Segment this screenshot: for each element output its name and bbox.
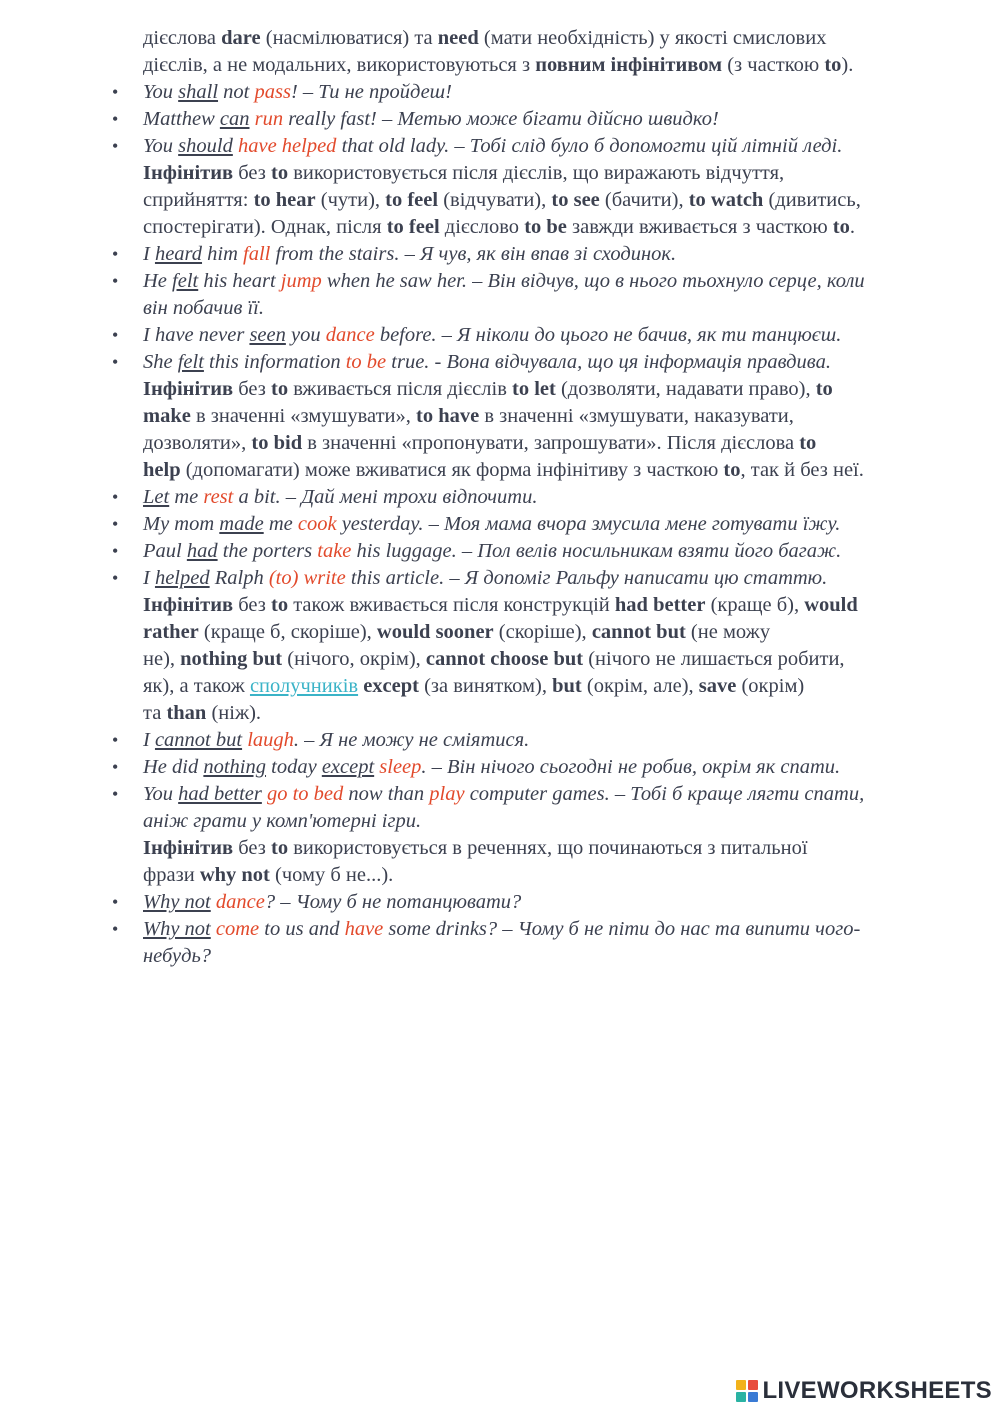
infinitive-highlight: go to bed	[266, 783, 344, 805]
text-run: та	[143, 702, 167, 724]
underlined-verb: should	[178, 135, 233, 157]
example-line	[143, 565, 983, 592]
bold-term: Інфінітив	[143, 162, 234, 184]
paragraph-line	[143, 214, 983, 241]
underlined-verb: had better	[178, 783, 262, 805]
example-continuation	[143, 295, 983, 322]
text-run: (допомагати) може вживатися як форма інфінітиву з часткою	[180, 459, 724, 481]
bullet-icon: •	[112, 136, 119, 156]
bold-term: to have	[416, 405, 480, 427]
text-run: (скоріше),	[493, 621, 592, 643]
bold-term: to	[271, 378, 289, 400]
underlined-verb: shall	[178, 81, 219, 103]
logo-block	[736, 1392, 746, 1402]
infinitive-highlight: take	[317, 540, 352, 562]
underlined-verb: Why not	[143, 918, 211, 940]
example-line	[143, 241, 983, 268]
logo-blocks-icon	[736, 1380, 758, 1402]
conjunctions-link[interactable]: сполучників	[249, 675, 359, 697]
text-run: the porters	[217, 540, 318, 562]
text-run: дієслів, а не модальних, використовуються з	[143, 54, 536, 76]
underlined-verb: had	[186, 540, 218, 562]
bullet-icon: •	[112, 109, 119, 129]
paragraph-line	[143, 619, 983, 646]
text-run: фрази	[143, 864, 200, 886]
bullet-icon: •	[112, 541, 119, 561]
example-line	[143, 79, 983, 106]
infinitive-highlight: sleep	[379, 756, 422, 778]
text-run: My mom	[143, 513, 220, 535]
text-run: .	[849, 216, 855, 238]
bold-term: to watch	[688, 189, 764, 211]
paragraph-line	[143, 862, 983, 889]
text-run: (краще б),	[705, 594, 805, 616]
infinitive-highlight: play	[429, 783, 465, 805]
text-run: He	[143, 270, 173, 292]
text-run: I	[143, 243, 155, 265]
bold-term: to bid	[251, 432, 303, 454]
infinitive-highlight: jump	[280, 270, 322, 292]
paragraph-line	[143, 835, 983, 862]
text-run: дієслово	[439, 216, 525, 238]
paragraph-line	[143, 673, 983, 700]
text-run: дієслова	[143, 27, 222, 49]
text-run: (з часткою	[722, 54, 825, 76]
bold-term: to	[815, 378, 833, 400]
example-line	[143, 322, 983, 349]
example-line	[143, 538, 983, 565]
infinitive-highlight: fall	[243, 243, 271, 265]
bold-term: to	[832, 216, 850, 238]
text-run: you	[285, 324, 326, 346]
bold-term: save	[698, 675, 737, 697]
text-run: (за винятком),	[418, 675, 553, 697]
text-run: to us and	[259, 918, 345, 940]
text-run: в значенні «пропонувати, запрошувати». Після дієслова	[302, 432, 800, 454]
logo-block	[736, 1380, 746, 1390]
bullet-icon: •	[112, 514, 119, 534]
infinitive-highlight: (to)	[268, 567, 299, 589]
bold-term: need	[437, 27, 479, 49]
paragraph-line	[143, 430, 983, 457]
bold-term: but	[552, 675, 582, 697]
bold-term: to let	[512, 378, 556, 400]
bold-term: had better	[614, 594, 706, 616]
logo-block	[748, 1380, 758, 1390]
text-run: без	[233, 594, 271, 616]
underlined-verb: Why not	[143, 891, 211, 913]
text-run: not	[218, 81, 255, 103]
text-run: You	[143, 135, 179, 157]
underlined-verb: Let	[143, 486, 170, 508]
example-line	[143, 889, 983, 916]
text-run: (не можу	[685, 621, 771, 643]
bold-term: to	[723, 459, 741, 481]
text-run: спостерігати). Однак, після	[143, 216, 387, 238]
text-run: (насмілюватися) та	[260, 27, 438, 49]
text-run: yesterday. – Моя мама вчора змусила мене готувати їжу.	[336, 513, 841, 535]
bold-term: than	[166, 702, 207, 724]
bullet-icon: •	[112, 487, 119, 507]
text-run: використовується після дієслів, що виражають відчуття,	[288, 162, 785, 184]
liveworksheets-logo[interactable]	[736, 1379, 992, 1403]
bold-term: why not	[199, 864, 270, 886]
underlined-verb: heard	[154, 243, 203, 265]
paragraph-line	[143, 700, 983, 727]
paragraph-line	[143, 25, 983, 52]
bold-term: to	[271, 162, 289, 184]
text-run: небудь?	[143, 945, 212, 967]
paragraph-line	[143, 187, 983, 214]
text-run: (нічого не лишається робити,	[583, 648, 845, 670]
infinitive-highlight: come	[215, 918, 260, 940]
paragraph-line	[143, 403, 983, 430]
text-run: You	[143, 81, 179, 103]
bold-term: to hear	[253, 189, 316, 211]
text-run: Paul	[143, 540, 187, 562]
infinitive-highlight: rest	[203, 486, 234, 508]
example-line	[143, 133, 983, 160]
text-run: аніж грати у комп'ютерні ігри.	[143, 810, 422, 832]
bold-term: help	[143, 459, 181, 481]
infinitive-highlight: laugh	[247, 729, 294, 751]
text-run: now than	[343, 783, 430, 805]
bold-term: would sooner	[376, 621, 494, 643]
example-line	[143, 349, 983, 376]
paragraph-line	[143, 457, 983, 484]
bold-term: Інфінітив	[143, 837, 234, 859]
text-run: him	[202, 243, 244, 265]
text-run: в значенні «змушувати, наказувати,	[479, 405, 794, 427]
text-run: Ralph	[209, 567, 269, 589]
logo-text: LIVEWORKSHEETS	[762, 1377, 992, 1404]
text-run: some drinks? – Чому б не піти до нас та випити чого-	[383, 918, 861, 940]
bold-term: rather	[143, 621, 199, 643]
bullet-icon: •	[112, 757, 119, 777]
bold-term: to see	[551, 189, 600, 211]
text-run: Matthew	[143, 108, 220, 130]
bold-term: make	[143, 405, 191, 427]
example-line	[143, 484, 983, 511]
text-run: як), а також	[143, 675, 250, 697]
text-run: before. – Я ніколи до цього не бачив, як ти танцюєш.	[374, 324, 842, 346]
text-run: when he saw her. – Він відчув, що в нього тьохнуло серце, коли	[321, 270, 865, 292]
infinitive-highlight: dance	[215, 891, 265, 913]
text-run: без	[233, 378, 271, 400]
text-run: не),	[143, 648, 181, 670]
text-run: в значенні «змушувати»,	[190, 405, 416, 427]
infinitive-highlight: to be	[345, 351, 387, 373]
paragraph-line	[143, 376, 983, 403]
text-run: that old lady. – Тобі слід було б допомогти цій літній леді.	[336, 135, 843, 157]
bold-term: dare	[221, 27, 261, 49]
infinitive-highlight: dance	[325, 324, 375, 346]
text-run: I	[143, 567, 155, 589]
text-run: він побачив її.	[143, 297, 264, 319]
text-run: (окрім, але),	[581, 675, 699, 697]
bold-term: nothing but	[180, 648, 283, 670]
bold-term: to be	[524, 216, 567, 238]
text-run: I	[143, 729, 155, 751]
text-run: (бачити),	[599, 189, 689, 211]
bold-term: to	[271, 594, 289, 616]
text-run: сприйняття:	[143, 189, 254, 211]
bullet-icon: •	[112, 82, 119, 102]
underlined-verb: except	[321, 756, 375, 778]
example-continuation	[143, 808, 983, 835]
text-run: ? – Чому б не потанцювати?	[264, 891, 522, 913]
text-run: (мати необхідність) у якості смислових	[478, 27, 827, 49]
text-run: (чути),	[315, 189, 386, 211]
bold-term: cannot but	[591, 621, 686, 643]
text-run: from the stairs. – Я чув, як він впав зі сходинок.	[270, 243, 677, 265]
text-run: (чому б не...).	[269, 864, 394, 886]
logo-block	[748, 1392, 758, 1402]
text-run: (окрім)	[736, 675, 805, 697]
underlined-verb: nothing	[203, 756, 267, 778]
bullet-icon: •	[112, 271, 119, 291]
text-run: ).	[841, 54, 854, 76]
underlined-verb: can	[219, 108, 250, 130]
text-run: завжди вживається з часткою	[566, 216, 833, 238]
text-run: me	[263, 513, 298, 535]
text-run: his luggage. – Пол велів носильникам взяти його багаж.	[351, 540, 842, 562]
text-run: (ніж).	[206, 702, 262, 724]
underlined-verb: felt	[172, 270, 199, 292]
bold-term: to feel	[386, 216, 440, 238]
infinitive-highlight: pass	[254, 81, 291, 103]
bold-term: Інфінітив	[143, 594, 234, 616]
bullet-icon: •	[112, 352, 119, 372]
paragraph-line	[143, 160, 983, 187]
text-run: без	[233, 162, 271, 184]
bullet-icon: •	[112, 244, 119, 264]
infinitive-highlight: run	[254, 108, 284, 130]
infinitive-highlight: write	[303, 567, 346, 589]
example-line	[143, 916, 983, 943]
text-run: дозволяти»,	[143, 432, 252, 454]
text-run: me	[169, 486, 204, 508]
text-run: . – Він нічого сьогодні не робив, окрім як спати.	[421, 756, 841, 778]
text-run: computer games. – Тобі б краще лягти спати,	[464, 783, 865, 805]
underlined-verb: felt	[177, 351, 204, 373]
bold-term: to	[799, 432, 817, 454]
bold-term: повним інфінітивом	[535, 54, 723, 76]
bold-term: to feel	[385, 189, 439, 211]
text-run: . – Я не можу не сміятися.	[293, 729, 530, 751]
bold-term: would	[804, 594, 858, 616]
underlined-verb: cannot but	[154, 729, 243, 751]
bold-term: to	[824, 54, 842, 76]
text-run: (краще б, скоріше),	[198, 621, 377, 643]
text-run: без	[233, 837, 271, 859]
text-run: , так й без неї.	[740, 459, 864, 481]
text-run: He did	[143, 756, 204, 778]
infinitive-highlight: cook	[297, 513, 337, 535]
example-line	[143, 106, 983, 133]
text-run: his heart	[198, 270, 281, 292]
infinitive-highlight: have	[344, 918, 384, 940]
bullet-icon: •	[112, 892, 119, 912]
example-line	[143, 781, 983, 808]
infinitive-highlight: have helped	[237, 135, 337, 157]
paragraph-line	[143, 52, 983, 79]
text-run: (дозволяти, надавати право),	[555, 378, 816, 400]
example-continuation	[143, 943, 983, 970]
underlined-verb: helped	[154, 567, 210, 589]
text-run: (відчувати),	[438, 189, 552, 211]
text-run: (дивитись,	[763, 189, 861, 211]
example-line	[143, 511, 983, 538]
text-run: вживається після дієслів	[288, 378, 512, 400]
underlined-verb: seen	[249, 324, 286, 346]
bullet-icon: •	[112, 730, 119, 750]
example-line	[143, 268, 983, 295]
bullet-icon: •	[112, 919, 119, 939]
text-run: You	[143, 783, 179, 805]
text-run: really fast! – Метью може бігати дійсно швидко!	[283, 108, 719, 130]
text-run: today	[266, 756, 322, 778]
bold-term: Інфінітив	[143, 378, 234, 400]
text-run: a bit. – Дай мені трохи відпочити.	[233, 486, 538, 508]
text-run: також вживається після конструкцій	[288, 594, 615, 616]
paragraph-line	[143, 646, 983, 673]
text-run: I have never	[143, 324, 250, 346]
text-run: this article. – Я допоміг Ральфу написати цю статтю.	[345, 567, 828, 589]
text-run: She	[143, 351, 178, 373]
bullet-icon: •	[112, 784, 119, 804]
bold-term: except	[363, 675, 419, 697]
text-run: this information	[203, 351, 346, 373]
text-run: ! – Ти не пройдеш!	[290, 81, 452, 103]
text-run: (нічого, окрім),	[282, 648, 426, 670]
bold-term: cannot choose but	[425, 648, 584, 670]
example-line	[143, 727, 983, 754]
bullet-icon: •	[112, 568, 119, 588]
bold-term: to	[271, 837, 289, 859]
text-run: true. - Вона відчувала, що ця інформація правдива.	[386, 351, 831, 373]
text-run: використовується в реченнях, що починаються з питальної	[288, 837, 808, 859]
bullet-icon: •	[112, 325, 119, 345]
paragraph-line	[143, 592, 983, 619]
underlined-verb: made	[219, 513, 264, 535]
example-line	[143, 754, 983, 781]
